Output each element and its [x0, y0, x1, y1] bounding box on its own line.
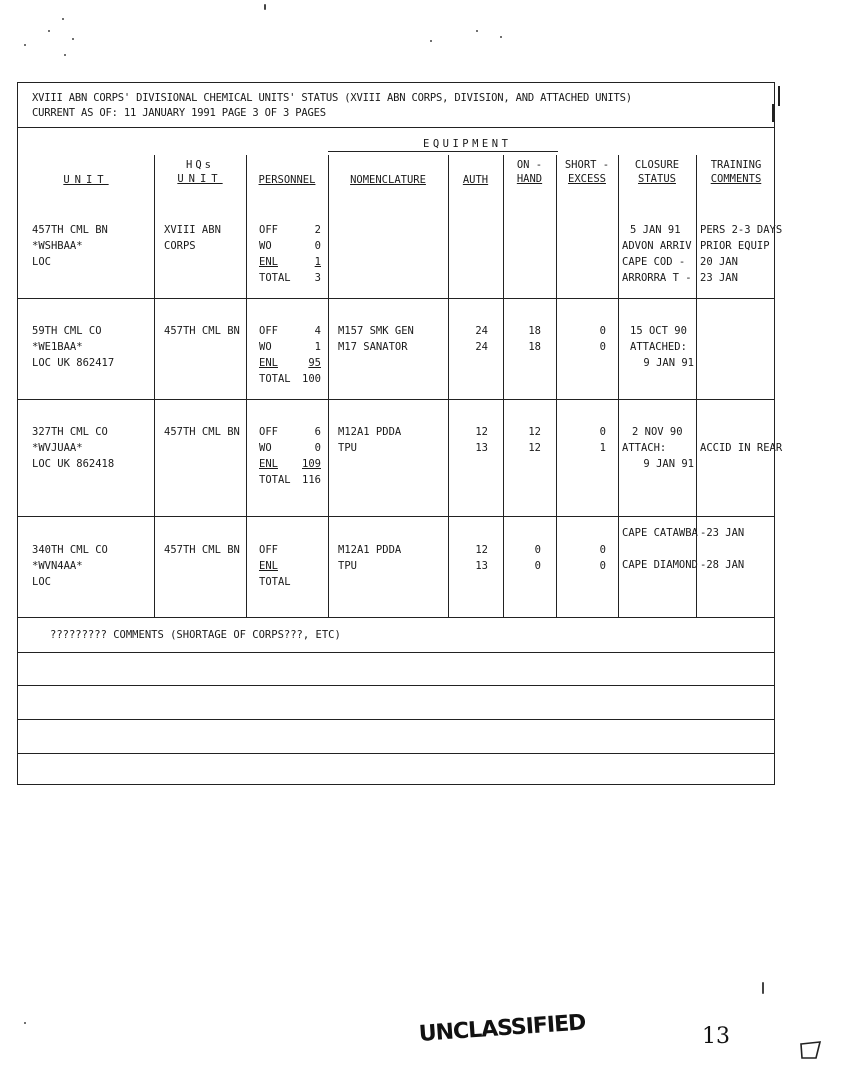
scan-speck	[24, 1022, 26, 1024]
row-divider	[18, 298, 774, 299]
row-divider	[18, 516, 774, 517]
closure-cell: 5 JAN 91 ADVON ARRIV CAPE COD - ARRORRA T -	[622, 224, 692, 284]
col-header-hqs: HQs UNIT	[177, 159, 223, 185]
col-divider	[618, 155, 619, 617]
col-header-training: TRAINING COMMENTS	[710, 159, 762, 185]
scan-speck	[762, 982, 764, 994]
col-header-auth: AUTH	[462, 174, 489, 186]
short-excess-cell: 0 1	[599, 426, 606, 454]
scan-speck	[62, 18, 64, 20]
form-title: XVIII ABN CORPS' DIVISIONAL CHEMICAL UNITS' STATUS (XVIII ABN CORPS, DIVISION, AND ATTACHED UNITS)	[32, 92, 632, 104]
unit-cell: 327TH CML CO *WVJUAA* LOC UK 862418	[32, 426, 115, 470]
training-cell: -23 JAN -28 JAN	[700, 527, 745, 571]
onhand-cell: 0 0	[534, 544, 541, 572]
unit-cell: 340TH CML CO *WVN4AA* LOC	[32, 544, 108, 588]
scan-speck	[476, 30, 478, 32]
comments-label: ????????? COMMENTS (SHORTAGE OF CORPS???, ETC)	[50, 629, 341, 641]
hq-cell: 457TH CML BN	[164, 426, 240, 438]
unclassified-stamp: UNCLASSIFIED	[418, 1010, 587, 1047]
row-divider	[18, 399, 774, 400]
col-divider	[448, 155, 449, 617]
col-divider	[556, 155, 557, 617]
corner-mark-icon	[798, 1038, 824, 1062]
col-divider	[503, 155, 504, 617]
page-number: 13	[702, 1024, 730, 1049]
personnel-cell: OFF 2 WO 0 ENL 1 TOTAL 3	[259, 224, 321, 284]
unit-cell: 457TH CML BN *WSHBAA* LOC	[32, 224, 108, 268]
scan-speck	[72, 38, 74, 40]
col-header-short-excess: SHORT - EXCESS	[564, 159, 610, 185]
scan-speck	[64, 54, 66, 56]
col-header-onhand: ON - HAND	[516, 159, 543, 185]
row-divider	[18, 685, 774, 686]
scan-speck	[24, 44, 26, 46]
personnel-cell: OFF 6 WO 0 ENL 109 TOTAL 116	[259, 426, 321, 486]
col-divider	[328, 155, 329, 617]
row-divider	[18, 652, 774, 653]
personnel-cell: OFF ENL TOTAL	[259, 544, 291, 588]
scan-speck	[48, 30, 50, 32]
col-divider	[246, 155, 247, 617]
auth-cell: 24 24	[475, 325, 488, 353]
equipment-rule	[328, 151, 558, 152]
nomenclature-cell: M12A1 PDDA TPU	[338, 544, 402, 572]
margin-mark	[772, 104, 774, 122]
row-divider	[18, 719, 774, 720]
row-divider	[18, 617, 774, 618]
col-divider	[154, 155, 155, 617]
hq-cell: 457TH CML BN	[164, 544, 240, 556]
nomenclature-cell: M12A1 PDDA TPU	[338, 426, 402, 454]
training-cell: ACCID IN REAR	[700, 442, 783, 454]
scan-speck	[430, 40, 432, 42]
short-excess-cell: 0 0	[599, 325, 606, 353]
auth-cell: 12 13	[475, 544, 488, 572]
equipment-group-label: EQUIPMENT	[423, 138, 512, 150]
form-subtitle: CURRENT AS OF: 11 JANUARY 1991 PAGE 3 OF 3 PAGES	[32, 107, 326, 119]
col-header-personnel: PERSONNEL	[258, 174, 316, 186]
closure-cell: 2 NOV 90 ATTACH: 9 JAN 91	[622, 426, 694, 470]
closure-cell: 15 OCT 90 ATTACHED: 9 JAN 91	[630, 325, 694, 369]
scan-speck	[264, 4, 266, 10]
onhand-cell: 12 12	[528, 426, 541, 454]
col-header-nomenclature: NOMENCLATURE	[350, 174, 426, 186]
nomenclature-cell: M157 SMK GEN M17 SANATOR	[338, 325, 414, 353]
row-divider	[18, 753, 774, 754]
training-cell: PERS 2-3 DAYS PRIOR EQUIP 20 JAN 23 JAN	[700, 224, 783, 284]
col-header-unit: UNIT	[63, 174, 109, 186]
form-header	[18, 83, 774, 128]
scan-speck	[500, 36, 502, 38]
short-excess-cell: 0 0	[599, 544, 606, 572]
closure-cell: CAPE CATAWBA CAPE DIAMOND	[622, 527, 698, 571]
col-header-closure: CLOSURE STATUS	[634, 159, 680, 185]
status-form	[17, 82, 783, 785]
hq-cell: 457TH CML BN	[164, 325, 240, 337]
margin-mark	[778, 86, 780, 106]
unit-cell: 59TH CML CO *WE1BAA* LOC UK 862417	[32, 325, 115, 369]
auth-cell: 12 13	[475, 426, 488, 454]
onhand-cell: 18 18	[528, 325, 541, 353]
hq-cell: XVIII ABN CORPS	[164, 224, 221, 252]
personnel-cell: OFF 4 WO 1 ENL 95 TOTAL 100	[259, 325, 321, 385]
